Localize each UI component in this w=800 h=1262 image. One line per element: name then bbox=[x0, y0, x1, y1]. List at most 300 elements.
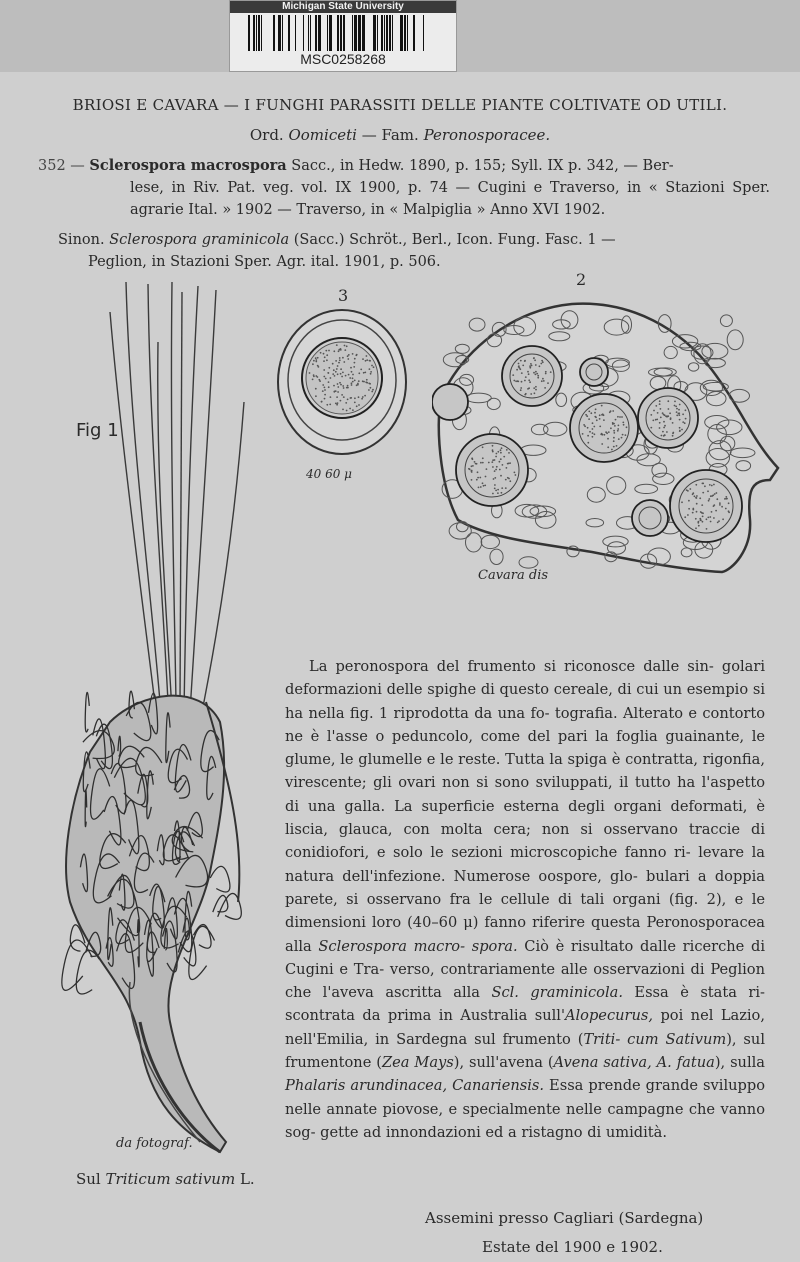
stipple-dot bbox=[709, 484, 711, 486]
stipple-dot bbox=[366, 379, 368, 381]
entry-number: 352 — bbox=[38, 158, 90, 174]
stipple-dot bbox=[588, 411, 590, 413]
stipple-dot bbox=[535, 389, 537, 391]
stipple-dot bbox=[542, 378, 544, 380]
stipple-dot bbox=[689, 488, 691, 490]
stipple-dot bbox=[681, 429, 683, 431]
stipple-dot bbox=[588, 418, 590, 420]
fig3-scale: 40 60 μ bbox=[306, 467, 352, 481]
stipple-dot bbox=[713, 517, 715, 519]
stipple-dot bbox=[650, 414, 652, 416]
stipple-dot bbox=[592, 422, 594, 424]
stipple-dot bbox=[340, 368, 342, 370]
stipple-dot bbox=[716, 492, 718, 494]
stipple-dot bbox=[352, 409, 354, 411]
barcode-bar bbox=[256, 15, 257, 51]
stipple-dot bbox=[663, 421, 665, 423]
stipple-dot bbox=[493, 478, 495, 480]
stipple-dot bbox=[336, 396, 338, 398]
stipple-dot bbox=[313, 360, 315, 362]
stipple-dot bbox=[687, 514, 689, 516]
stipple-dot bbox=[339, 359, 341, 361]
barcode-bar bbox=[358, 15, 361, 51]
stipple-dot bbox=[660, 417, 662, 419]
stipple-dot bbox=[494, 459, 496, 461]
stipple-dot bbox=[672, 435, 674, 437]
stipple-dot bbox=[370, 371, 372, 373]
stipple-dot bbox=[324, 394, 326, 396]
stipple-dot bbox=[614, 425, 616, 427]
synonym-rest: Peglion, in Stazioni Sper. Agr. ital. 1901, p. 506. bbox=[88, 254, 441, 270]
stipple-dot bbox=[472, 465, 474, 467]
stipple-dot bbox=[349, 408, 351, 410]
stipple-dot bbox=[324, 387, 326, 389]
stipple-dot bbox=[370, 387, 372, 389]
stipple-dot bbox=[345, 375, 347, 377]
stipple-dot bbox=[335, 360, 337, 362]
host-name: Triticum sativum bbox=[105, 1170, 236, 1188]
stipple-dot bbox=[477, 471, 479, 473]
stipple-dot bbox=[337, 402, 339, 404]
stipple-dot bbox=[534, 392, 536, 394]
stipple-dot bbox=[500, 458, 502, 460]
stipple-dot bbox=[618, 425, 620, 427]
stipple-dot bbox=[348, 374, 350, 376]
stipple-dot bbox=[336, 344, 338, 346]
barcode-bar bbox=[340, 15, 342, 51]
stipple-dot bbox=[697, 522, 699, 524]
stipple-dot bbox=[618, 438, 620, 440]
taxonomy-header: Ord. Oomiceti — Fam. Peronosporacee. bbox=[249, 126, 551, 144]
stipple-dot bbox=[659, 427, 661, 429]
stipple-dot bbox=[317, 357, 319, 359]
stipple-dot bbox=[472, 458, 474, 460]
stipple-dot bbox=[325, 378, 327, 380]
stipple-dot bbox=[357, 383, 359, 385]
stipple-dot bbox=[507, 477, 509, 479]
stipple-dot bbox=[584, 425, 586, 427]
stipple-dot bbox=[528, 373, 530, 375]
stipple-dot bbox=[657, 412, 659, 414]
stipple-dot bbox=[475, 463, 477, 465]
stipple-dot bbox=[322, 384, 324, 386]
stipple-dot bbox=[491, 461, 493, 463]
stipple-dot bbox=[312, 379, 314, 381]
fig2-tissue-section bbox=[432, 290, 782, 590]
stipple-dot bbox=[323, 360, 325, 362]
stipple-dot bbox=[522, 365, 524, 367]
stipple-dot bbox=[535, 371, 537, 373]
description-paragraph: La peronospora del frumento si riconosce dalle sin- golari deformazioni delle spighe di questo cereale, di cui un esempio si ha nella fig. 1 riprodotta da una fo- tografia. Alterato e contorto ne è l'asse o peduncolo, come del pari la foglia guainante, le glume, le glumelle e le reste. Tutta la spiga è contratta, rigonfia, virescente; gli ovari non si sono sviluppati, il tutto ha l'aspetto di una galla. La superficie esterna degli organi deformati, è liscia, glauca, con molta cera; non si osservano traccie di conidiofori, e solo le sezioni microscopiche fanno ri- levare la natura dell'infezione. Numerose oospore, glo- bulari a doppia parete, si osservano fra le cellule di tali organi (fig. 2), e le dimensioni loro (40–60 μ) fanno riferire questa Peronosporacea alla Sclerospora macro- spora. Ciò è risultato dalle ricerche di Cugini e Tra- verso, contrariamente alle osservazioni di Peglion che l'aveva ascritta alla Scl. graminicola. Essa è stata ri- scontrata da prima in Australia sull'Alopecurus, poi nel Lazio, nell'Emilia, in Sardegna sul frumento (Triti- cum Sativum), sul frumentone (Zea Mays), sull'avena (Avena sativa, A. fatua), sulla Phalaris arundinacea, Canariensis. Essa prende grande sviluppo nelle annate piovose, e specialmente nelle campagne che vanno sog- gette ad innondazioni ed a ristagno di umidità. bbox=[285, 658, 765, 1141]
stipple-dot bbox=[621, 416, 623, 418]
stipple-dot bbox=[353, 366, 355, 368]
stipple-dot bbox=[525, 376, 527, 378]
barcode-bar bbox=[381, 15, 383, 51]
stipple-dot bbox=[323, 353, 325, 355]
stipple-dot bbox=[719, 502, 721, 504]
stipple-dot bbox=[602, 413, 604, 415]
stipple-dot bbox=[702, 483, 704, 485]
stipple-dot bbox=[524, 394, 526, 396]
stipple-dot bbox=[674, 401, 676, 403]
stipple-dot bbox=[706, 518, 708, 520]
stipple-dot bbox=[540, 363, 542, 365]
stipple-dot bbox=[710, 521, 712, 523]
stipple-dot bbox=[524, 380, 526, 382]
tissue-cell bbox=[466, 533, 482, 552]
institution-name: Michigan State University bbox=[230, 1, 456, 13]
stipple-dot bbox=[508, 463, 510, 465]
stipple-dot bbox=[653, 410, 655, 412]
stipple-dot bbox=[670, 418, 672, 420]
stipple-dot bbox=[686, 489, 688, 491]
stipple-dot bbox=[662, 431, 664, 433]
stipple-dot bbox=[537, 377, 539, 379]
stipple-dot bbox=[669, 412, 671, 414]
stipple-dot bbox=[585, 414, 587, 416]
stipple-dot bbox=[695, 527, 697, 529]
stipple-dot bbox=[366, 355, 368, 357]
stipple-dot bbox=[354, 402, 356, 404]
stipple-dot bbox=[544, 387, 546, 389]
stipple-dot bbox=[505, 487, 507, 489]
stipple-dot bbox=[363, 372, 365, 374]
order-name: Oomiceti bbox=[288, 126, 357, 144]
stipple-dot bbox=[601, 405, 603, 407]
stipple-dot bbox=[328, 386, 330, 388]
barcode-graphic bbox=[248, 15, 438, 51]
fig2-artist-signature: Cavara dis bbox=[478, 568, 549, 583]
stipple-dot bbox=[500, 475, 502, 477]
tissue-cell bbox=[469, 318, 485, 331]
stipple-dot bbox=[319, 380, 321, 382]
stipple-dot bbox=[508, 452, 510, 454]
stipple-dot bbox=[322, 390, 324, 392]
stipple-dot bbox=[352, 381, 354, 383]
barcode-bar bbox=[327, 15, 328, 51]
stipple-dot bbox=[698, 525, 700, 527]
stipple-dot bbox=[621, 437, 623, 439]
curled-awn bbox=[210, 866, 230, 892]
stipple-dot bbox=[315, 395, 317, 397]
stipple-dot bbox=[324, 356, 326, 358]
stipple-dot bbox=[685, 409, 687, 411]
stipple-dot bbox=[617, 416, 619, 418]
stipple-dot bbox=[676, 408, 678, 410]
stipple-dot bbox=[684, 422, 686, 424]
stipple-dot bbox=[517, 381, 519, 383]
curled-awn bbox=[76, 950, 99, 994]
stipple-dot bbox=[594, 433, 596, 435]
stipple-dot bbox=[625, 434, 627, 436]
stipple-dot bbox=[497, 451, 499, 453]
stipple-dot bbox=[699, 518, 701, 520]
stipple-dot bbox=[362, 358, 364, 360]
stipple-dot bbox=[596, 419, 598, 421]
stipple-dot bbox=[317, 365, 319, 367]
stipple-dot bbox=[350, 397, 352, 399]
barcode-bar bbox=[386, 15, 388, 51]
stipple-dot bbox=[501, 487, 503, 489]
stipple-dot bbox=[339, 357, 341, 359]
fig1-photo-note: da fotograf. bbox=[116, 1136, 193, 1151]
stipple-dot bbox=[368, 389, 370, 391]
barcode-bar bbox=[253, 15, 255, 51]
stipple-dot bbox=[533, 357, 535, 359]
stipple-dot bbox=[494, 470, 496, 472]
stipple-dot bbox=[713, 505, 715, 507]
stipple-dot bbox=[312, 363, 314, 365]
stipple-dot bbox=[369, 360, 371, 362]
stipple-dot bbox=[364, 372, 366, 374]
stipple-dot bbox=[652, 420, 654, 422]
stipple-dot bbox=[594, 416, 596, 418]
stipple-dot bbox=[694, 495, 696, 497]
citation-first: Sacc., in Hedw. 1890, p. 155; Syll. IX p. 342, — Ber- bbox=[286, 158, 674, 174]
stipple-dot bbox=[315, 388, 317, 390]
stipple-dot bbox=[369, 383, 371, 385]
stipple-dot bbox=[339, 382, 341, 384]
stipple-dot bbox=[701, 512, 703, 514]
stipple-dot bbox=[505, 479, 507, 481]
barcode-bar bbox=[389, 15, 391, 51]
stipple-dot bbox=[701, 504, 703, 506]
stipple-dot bbox=[659, 403, 661, 405]
stipple-dot bbox=[696, 495, 698, 497]
stipple-dot bbox=[492, 493, 494, 495]
stipple-dot bbox=[346, 387, 348, 389]
stipple-dot bbox=[608, 431, 610, 433]
stipple-dot bbox=[492, 445, 494, 447]
family-name: Peronosporacee. bbox=[423, 126, 551, 144]
barcode-bar bbox=[337, 15, 339, 51]
stipple-dot bbox=[334, 375, 336, 377]
fig3-oospore-drawing bbox=[276, 308, 410, 458]
stipple-dot bbox=[524, 360, 526, 362]
stipple-dot bbox=[612, 410, 614, 412]
stipple-dot bbox=[695, 497, 697, 499]
stipple-dot bbox=[347, 355, 349, 357]
stipple-dot bbox=[333, 369, 335, 371]
stipple-dot bbox=[595, 408, 597, 410]
stipple-dot bbox=[728, 502, 730, 504]
stipple-dot bbox=[622, 422, 624, 424]
stipple-dot bbox=[678, 414, 680, 416]
stipple-dot bbox=[320, 352, 322, 354]
fig2-number: 2 bbox=[576, 270, 587, 289]
barcode-bar bbox=[343, 15, 345, 51]
stipple-dot bbox=[726, 498, 728, 500]
stipple-dot bbox=[664, 414, 666, 416]
stipple-dot bbox=[582, 433, 584, 435]
collection-date: Estate del 1900 e 1902. bbox=[482, 1238, 663, 1256]
stipple-dot bbox=[358, 372, 360, 374]
stipple-dot bbox=[601, 443, 603, 445]
stipple-dot bbox=[346, 410, 348, 412]
stipple-dot bbox=[716, 498, 718, 500]
stipple-dot bbox=[664, 434, 666, 436]
stipple-dot bbox=[516, 369, 518, 371]
stipple-dot bbox=[479, 477, 481, 479]
stipple-dot bbox=[599, 414, 601, 416]
stipple-dot bbox=[711, 485, 713, 487]
stipple-dot bbox=[661, 435, 663, 437]
stipple-dot bbox=[326, 354, 328, 356]
stipple-dot bbox=[328, 350, 330, 352]
stipple-dot bbox=[336, 368, 338, 370]
stipple-dot bbox=[358, 380, 360, 382]
stipple-dot bbox=[333, 350, 335, 352]
stipple-dot bbox=[474, 461, 476, 463]
stipple-dot bbox=[496, 466, 498, 468]
stipple-dot bbox=[328, 381, 330, 383]
stipple-dot bbox=[539, 365, 541, 367]
barcode-bar bbox=[413, 15, 415, 51]
stipple-dot bbox=[695, 518, 697, 520]
stipple-dot bbox=[335, 403, 337, 405]
stipple-dot bbox=[520, 360, 522, 362]
stipple-dot bbox=[678, 409, 680, 411]
stipple-dot bbox=[533, 372, 535, 374]
stipple-dot bbox=[607, 446, 609, 448]
stipple-dot bbox=[468, 468, 470, 470]
stipple-dot bbox=[518, 365, 520, 367]
stipple-dot bbox=[509, 480, 511, 482]
stipple-dot bbox=[345, 402, 347, 404]
fig1-label: Fig 1 bbox=[76, 420, 119, 441]
stipple-dot bbox=[527, 371, 529, 373]
tissue-cell bbox=[702, 343, 728, 359]
stipple-dot bbox=[336, 404, 338, 406]
stipple-dot bbox=[668, 408, 670, 410]
stipple-dot bbox=[541, 360, 543, 362]
stipple-dot bbox=[327, 372, 329, 374]
stipple-dot bbox=[309, 372, 311, 374]
series-header: BRIOSI E CAVARA — I FUNGHI PARASSITI DELLE PIANTE COLTIVATE OD UTILI. bbox=[72, 96, 728, 114]
stipple-dot bbox=[672, 422, 674, 424]
stipple-dot bbox=[338, 350, 340, 352]
stipple-dot bbox=[347, 385, 349, 387]
stipple-dot bbox=[496, 453, 498, 455]
stipple-dot bbox=[482, 446, 484, 448]
stipple-dot bbox=[325, 350, 327, 352]
stipple-dot bbox=[499, 469, 501, 471]
stipple-dot bbox=[501, 447, 503, 449]
curled-awn bbox=[189, 926, 215, 979]
stipple-dot bbox=[533, 387, 535, 389]
stipple-dot bbox=[674, 405, 676, 407]
stipple-dot bbox=[537, 375, 539, 377]
stipple-dot bbox=[545, 373, 547, 375]
stipple-dot bbox=[478, 487, 480, 489]
stipple-dot bbox=[371, 365, 373, 367]
stipple-dot bbox=[354, 380, 356, 382]
stipple-dot bbox=[607, 438, 609, 440]
barcode-bar bbox=[288, 15, 290, 51]
stipple-dot bbox=[684, 516, 686, 518]
stipple-dot bbox=[592, 432, 594, 434]
herbarium-barcode-label bbox=[229, 0, 457, 72]
stipple-dot bbox=[610, 427, 612, 429]
stipple-dot bbox=[702, 516, 704, 518]
stipple-dot bbox=[351, 382, 353, 384]
stipple-dot bbox=[321, 401, 323, 403]
barcode-bar bbox=[407, 15, 408, 51]
stipple-dot bbox=[529, 367, 531, 369]
stipple-dot bbox=[366, 382, 368, 384]
stipple-dot bbox=[324, 398, 326, 400]
stipple-dot bbox=[351, 384, 353, 386]
stipple-dot bbox=[679, 427, 681, 429]
stipple-dot bbox=[342, 357, 344, 359]
barcode-bar bbox=[295, 15, 296, 51]
stipple-dot bbox=[315, 357, 317, 359]
stipple-dot bbox=[476, 479, 478, 481]
stipple-dot bbox=[361, 398, 363, 400]
stipple-dot bbox=[613, 437, 615, 439]
stipple-dot bbox=[715, 510, 717, 512]
stipple-dot bbox=[711, 511, 713, 513]
stipple-dot bbox=[356, 354, 358, 356]
tissue-cell bbox=[720, 315, 732, 327]
stipple-dot bbox=[528, 387, 530, 389]
stipple-dot bbox=[495, 490, 497, 492]
stipple-dot bbox=[358, 404, 360, 406]
stipple-dot bbox=[372, 389, 374, 391]
stipple-dot bbox=[341, 376, 343, 378]
stipple-dot bbox=[676, 411, 678, 413]
stipple-dot bbox=[667, 400, 669, 402]
stipple-dot bbox=[337, 365, 339, 367]
stipple-dot bbox=[543, 380, 545, 382]
stipple-dot bbox=[356, 405, 358, 407]
stipple-dot bbox=[707, 517, 709, 519]
stipple-dot bbox=[666, 431, 668, 433]
stipple-dot bbox=[728, 510, 730, 512]
stipple-dot bbox=[324, 389, 326, 391]
stipple-dot bbox=[515, 380, 517, 382]
stipple-dot bbox=[328, 367, 330, 369]
stipple-dot bbox=[520, 387, 522, 389]
stipple-dot bbox=[663, 427, 665, 429]
stipple-dot bbox=[356, 384, 358, 386]
stipple-dot bbox=[371, 391, 373, 393]
stipple-dot bbox=[664, 425, 666, 427]
citation-rest: lese, in Riv. Pat. veg. vol. IX 1900, p. 74 — Cugini e Traverso, in « Stazioni Sper. agrarie Ital. » 1902 — Traverso, in « Malpiglia » Anno XVI 1902. bbox=[130, 180, 770, 218]
barcode-id: MSC0258268 bbox=[300, 51, 386, 67]
stipple-dot bbox=[659, 400, 661, 402]
host-caption: Sul Triticum sativum L. bbox=[76, 1170, 255, 1188]
stipple-dot bbox=[509, 462, 511, 464]
stipple-dot bbox=[604, 434, 606, 436]
stipple-dot bbox=[365, 360, 367, 362]
stipple-dot bbox=[589, 431, 591, 433]
fig1-deformed-wheat-spike bbox=[30, 282, 270, 1162]
barcode-bar bbox=[329, 15, 332, 51]
stipple-dot bbox=[717, 522, 719, 524]
stipple-dot bbox=[495, 456, 497, 458]
barcode-bar bbox=[404, 15, 406, 51]
barcode-bar bbox=[354, 15, 357, 51]
stipple-dot bbox=[587, 435, 589, 437]
tissue-cell bbox=[727, 330, 743, 350]
stipple-dot bbox=[722, 518, 724, 520]
stipple-dot bbox=[366, 359, 368, 361]
stipple-dot bbox=[725, 496, 727, 498]
stipple-dot bbox=[506, 449, 508, 451]
stipple-dot bbox=[536, 373, 538, 375]
stipple-dot bbox=[520, 389, 522, 391]
